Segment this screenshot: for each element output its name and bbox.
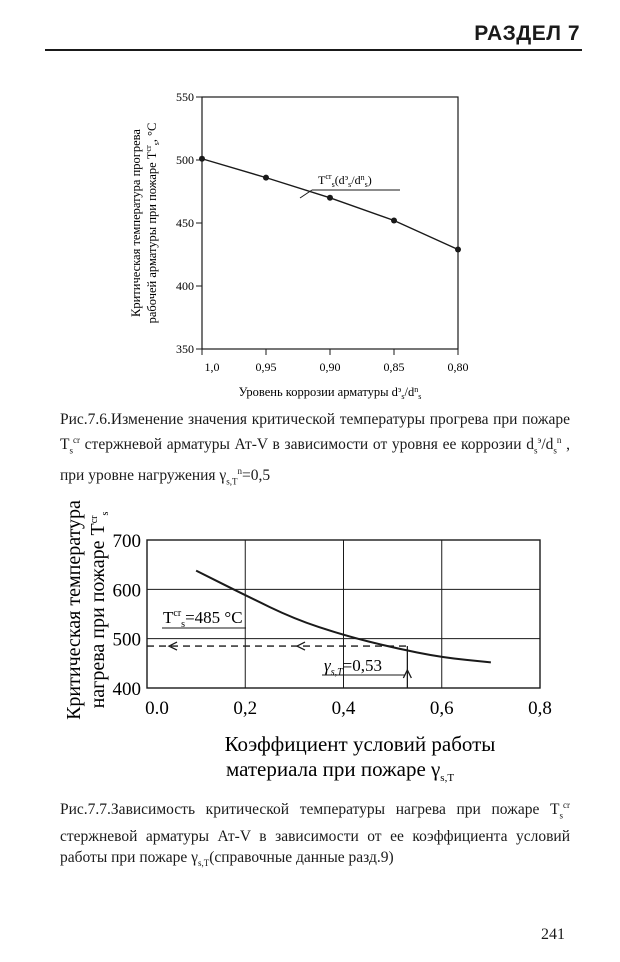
fig1-xtick-label: 0,90 bbox=[319, 360, 341, 374]
fig1-xtick-label: 0,95 bbox=[255, 360, 277, 374]
fig1-xtick-label: 0,85 bbox=[383, 360, 405, 374]
fig2-ylabel bbox=[63, 500, 111, 720]
fig1-xtick-label: 1,0 bbox=[204, 360, 220, 374]
fig1-ylabel-line1: Критическая температура прогрева bbox=[129, 129, 143, 317]
figure-7-7-caption: Рис.7.7.Зависимость критической температуры нагрева при пожаре $T_s^{cr}$ стержневой арматуры Ат-V в зависимости от ее коэффициента условий работы при пожаре $\gamma_{s,T}(справочные$ данные разд.9) bbox=[60, 800, 570, 869]
figure-7-6-caption-end: =0,5 bbox=[242, 467, 271, 485]
figure-7-6-caption-text-2: стержневой арматуры Ат-V в зависимости от уровня ее коррозии d bbox=[79, 436, 534, 454]
figure-7-6-caption: Рис.7.6.Изменение значения критической температуры прогрева при пожаре $T_s^{cr}$ стержневой арматуры Ат-V в зависимости от уровня ее коррозии $d_s^э/d_s^n$ , при уровне нагружения $\gamma_{s,T}^n=0,5$ bbox=[60, 411, 570, 487]
page-number: 241 bbox=[541, 926, 565, 943]
figure-7-7-caption-text: Зависимость критической температуры нагрева при пожаре T bbox=[110, 801, 560, 819]
figure-7-7-caption-end: (справочные данные разд.9) bbox=[209, 849, 394, 867]
figure-7-6-caption-text-4: , при уровне нагружения γ bbox=[60, 436, 570, 485]
fig2-xlabel-line1: Коэффициент условий работы bbox=[224, 732, 496, 756]
figure-7-7-caption-prefix: Рис.7.7. bbox=[60, 801, 111, 819]
fig1-ylabel-line2: рабочей арматуры при пожаре $T^{cr}_s$, °C bbox=[144, 122, 161, 324]
fig2-xtick-label: 0,2 bbox=[233, 698, 258, 719]
fig2-ylabel-line1: Критическая температура bbox=[63, 500, 85, 720]
fig1-ytick-label: 550 bbox=[176, 90, 194, 104]
fig2-xtick-label: 0,8 bbox=[528, 698, 552, 719]
fig2-xlabel-line2: материала при пожаре $\gamma_{s,T}$ bbox=[225, 757, 455, 784]
fig2-ytick-label: 400 bbox=[112, 679, 141, 700]
fig2-ylabel-line2: нагрева при пожаре $T^{cr}_s$ bbox=[87, 511, 111, 709]
fig1-ytick-label: 450 bbox=[176, 216, 194, 230]
figure-7-6-caption-prefix: Рис.7.6. bbox=[60, 411, 111, 428]
fig1-xlabel: Уровень коррозии арматуры $d^э_s/d^n_s$ bbox=[238, 385, 422, 401]
fig2-xtick-label: 0,4 bbox=[331, 698, 356, 719]
figure-7-6-caption-text: Изменение значения критической температуры прогрева при пожаре T bbox=[60, 411, 570, 454]
fig2-xtick-label: 0,6 bbox=[429, 698, 454, 719]
fig2-xtick-label: 0.0 bbox=[145, 698, 169, 719]
figure-7-6-caption-text-3: /d bbox=[541, 436, 554, 454]
fig1-xtick-label: 0,80 bbox=[447, 360, 469, 374]
fig2-ytick-label: 500 bbox=[112, 629, 141, 651]
fig1-ytick-label: 400 bbox=[176, 279, 194, 293]
fig1-curve-label: $T^{cr}_s(d^э_s/d^n_s)$ bbox=[318, 172, 372, 189]
fig2-ytick-label: 700 bbox=[112, 531, 141, 552]
fig2-temp-annotation: $T^{cr}_s=485$ °C bbox=[163, 608, 243, 630]
fig2-ytick-label: 600 bbox=[112, 580, 141, 602]
fig1-ytick-label: 350 bbox=[176, 342, 194, 356]
fig1-ytick-label: 500 bbox=[176, 153, 194, 167]
section-header: РАЗДЕЛ 7 bbox=[474, 22, 580, 45]
figure-7-7-caption-text-2: стержневой арматуры Ат-V в зависимости от ее коэффициента условий работы при пожаре γ bbox=[60, 828, 570, 867]
fig2-gamma-annotation: $\gamma_{s,T}=0,53$ bbox=[324, 656, 382, 678]
